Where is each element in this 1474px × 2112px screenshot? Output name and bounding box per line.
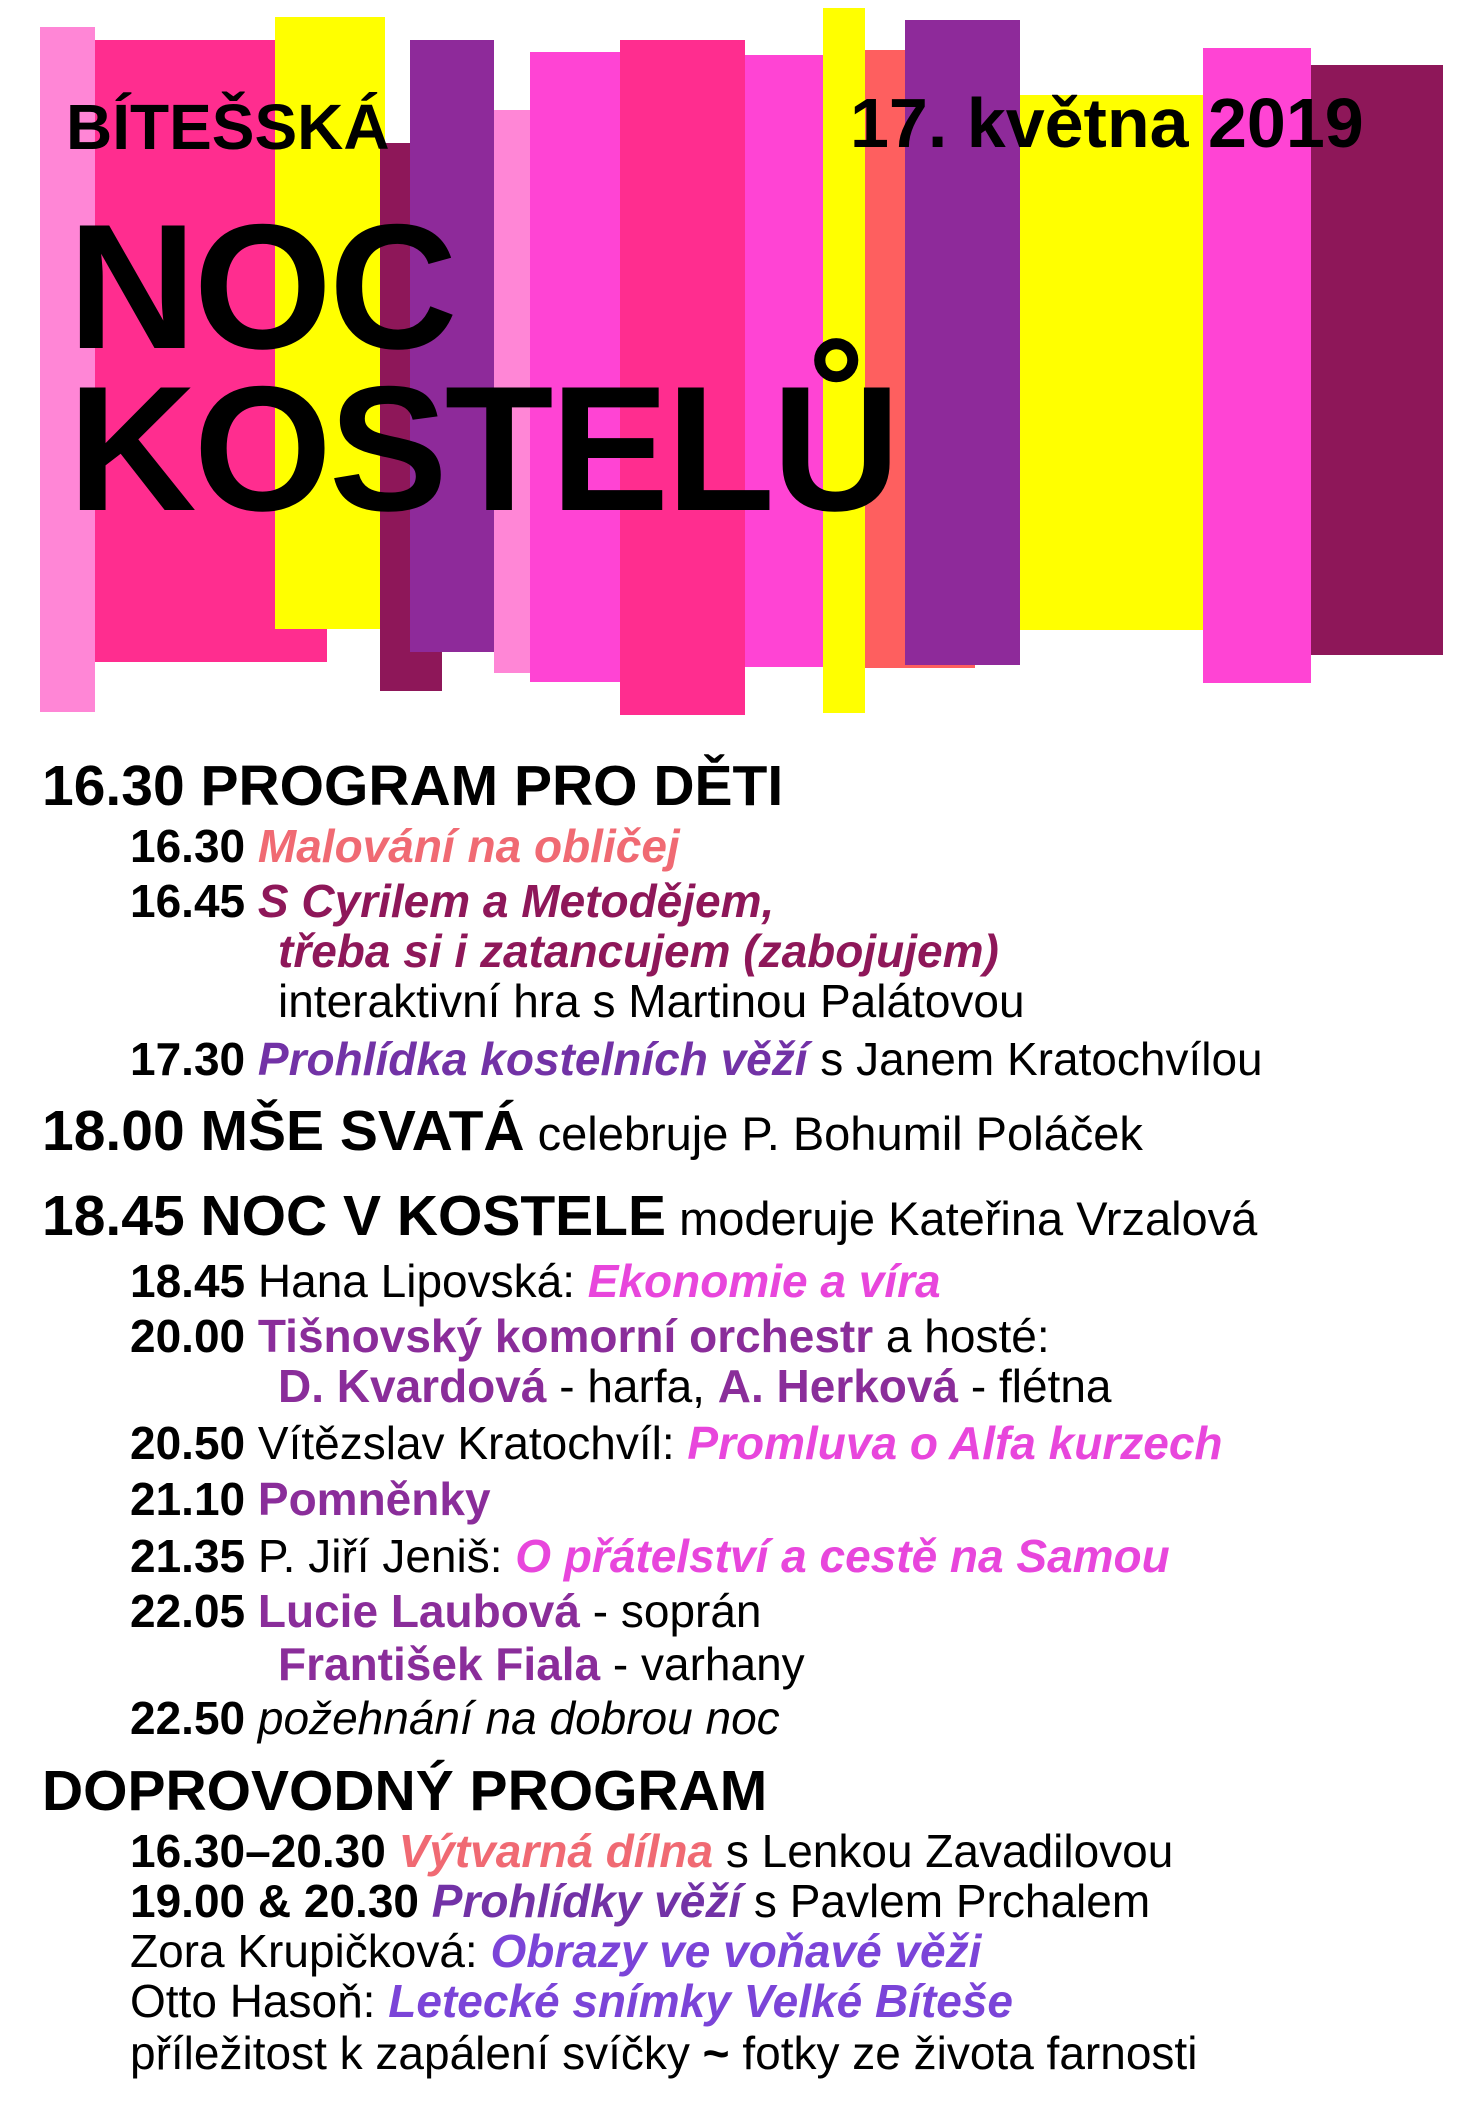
item-title: S Cyrilem a Metodějem, bbox=[257, 875, 775, 927]
item-time: 20.00 bbox=[130, 1310, 246, 1362]
item-time: 17.30 bbox=[130, 1033, 246, 1085]
item-title: František Fiala bbox=[278, 1638, 601, 1690]
item-description: fotky ze života farnosti bbox=[729, 2027, 1198, 2079]
item-time: 22.50 bbox=[130, 1692, 246, 1744]
item-title: Malování na obličej bbox=[257, 820, 680, 872]
program-item-continued bbox=[278, 1638, 805, 1690]
item-speaker: Hana Lipovská: bbox=[245, 1255, 588, 1307]
item-note: a hosté: bbox=[873, 1310, 1050, 1362]
item-time: 16.30–20.30 bbox=[130, 1825, 386, 1877]
program-item bbox=[130, 1417, 1223, 1469]
item-title: Promluva o Alfa kurzech bbox=[687, 1417, 1223, 1469]
program-item-continued bbox=[278, 1360, 1112, 1412]
program-item bbox=[130, 1310, 1050, 1362]
program-item bbox=[130, 1255, 941, 1307]
event-title-line1: NOC bbox=[68, 187, 455, 386]
item-speaker: Vítězslav Kratochvíl: bbox=[245, 1417, 688, 1469]
program-item bbox=[130, 1825, 1174, 1877]
program-item bbox=[130, 1975, 1014, 2027]
item-time: 16.30 bbox=[130, 820, 246, 872]
item-note: - soprán bbox=[579, 1585, 762, 1637]
program-item bbox=[130, 820, 680, 872]
item-title: Pomněnky bbox=[257, 1473, 491, 1525]
program-item bbox=[130, 2027, 1198, 2079]
item-time: 16.45 bbox=[130, 875, 246, 927]
item-time: 19.00 & 20.30 bbox=[130, 1875, 420, 1927]
section-note: moderuje Kateřina Vrzalová bbox=[666, 1192, 1258, 1245]
guest-name: A. Herková bbox=[717, 1360, 959, 1412]
item-description: interaktivní hra s Martinou Palátovou bbox=[278, 975, 1025, 1027]
event-town-title: BÍTEŠSKÁ bbox=[66, 91, 390, 163]
item-title: Ekonomie a víra bbox=[587, 1255, 941, 1307]
program-item bbox=[130, 1033, 1263, 1085]
item-description: požehnání na dobrou noc bbox=[257, 1692, 780, 1744]
item-host: s Pavlem Prchalem bbox=[741, 1875, 1151, 1927]
item-title: Letecké snímky Velké Bíteše bbox=[388, 1975, 1014, 2027]
item-title: třeba si i zatancujem (zabojujem) bbox=[278, 925, 999, 977]
section-heading-night: 18.45 NOC V KOSTELE moderuje Kateřina Vrzalová bbox=[42, 1184, 1258, 1248]
section-note: celebruje P. Bohumil Poláček bbox=[524, 1107, 1143, 1160]
item-title: O přátelství a cestě na Samou bbox=[515, 1530, 1170, 1582]
program-item bbox=[130, 1585, 762, 1637]
program-item bbox=[130, 875, 775, 927]
item-time: 18.45 bbox=[130, 1255, 246, 1307]
item-title: Obrazy ve voňavé věži bbox=[490, 1925, 982, 1977]
item-title: Prohlídky věží bbox=[431, 1875, 742, 1927]
item-title: Lucie Laubová bbox=[257, 1585, 580, 1637]
program-item bbox=[130, 1530, 1170, 1582]
item-title: Prohlídka kostelních věží bbox=[257, 1033, 808, 1085]
color-bar bbox=[1020, 95, 1203, 630]
program-item bbox=[130, 1473, 491, 1525]
program-item bbox=[130, 1692, 780, 1744]
tilde-separator: ~ bbox=[702, 2027, 730, 2079]
item-time: 21.10 bbox=[130, 1473, 246, 1525]
item-author: Zora Krupičková: bbox=[130, 1925, 491, 1977]
item-host: s Janem Kratochvílou bbox=[807, 1033, 1263, 1085]
guest-role: - harfa, bbox=[546, 1360, 718, 1412]
program-item bbox=[130, 1925, 982, 1977]
item-host: s Lenkou Zavadilovou bbox=[713, 1825, 1174, 1877]
item-time: 21.35 bbox=[130, 1530, 246, 1582]
item-note: - varhany bbox=[600, 1638, 805, 1690]
program-item-continued bbox=[278, 925, 999, 977]
item-author: Otto Hasoň: bbox=[130, 1975, 389, 2027]
item-speaker: P. Jiří Jeniš: bbox=[245, 1530, 516, 1582]
event-date: 17. května 2019 bbox=[850, 84, 1364, 162]
event-title-line2: KOSTELŮ bbox=[68, 349, 898, 548]
section-heading-kids: 16.30 PROGRAM PRO DĚTI bbox=[42, 754, 784, 818]
item-title: Výtvarná dílna bbox=[398, 1825, 714, 1877]
program-item-description bbox=[278, 975, 1025, 1027]
item-title: Tišnovský komorní orchestr bbox=[257, 1310, 874, 1362]
item-description: příležitost k zapálení svíčky bbox=[130, 2027, 703, 2079]
guest-name: D. Kvardová bbox=[278, 1360, 547, 1412]
program-item bbox=[130, 1875, 1151, 1927]
item-time: 22.05 bbox=[130, 1585, 246, 1637]
section-heading-mass: 18.00 MŠE SVATÁ celebruje P. Bohumil Poláček bbox=[42, 1099, 1143, 1163]
section-heading-extra: DOPROVODNÝ PROGRAM bbox=[42, 1759, 768, 1823]
guest-role: - flétna bbox=[958, 1360, 1112, 1412]
item-time: 20.50 bbox=[130, 1417, 246, 1469]
